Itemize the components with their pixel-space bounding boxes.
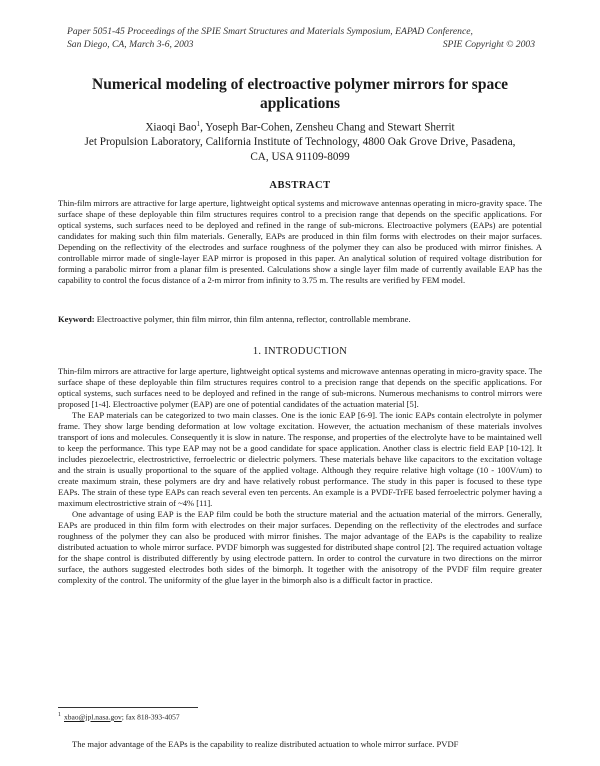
keywords-text: Electroactive polymer, thin film mirror, thin film antenna, reflector, controllable membrane.	[94, 314, 411, 324]
paper-title	[60, 75, 540, 113]
first-author: Xiaoqi Bao	[145, 121, 197, 134]
title-line-2: applications	[259, 95, 341, 112]
intro-paragraph-3: One advantage of using EAP is the EAP film could be both the structure material and the actuation material of the mirrors. Generally, EAPs are produced in thin film form with electrodes on their major surfaces. Depending on the reflectivity of the electrodes and surface roughness of the polymer they can also be produced with mirror finishes. The major advantage of the EAPs is the capability to realize distributed actuation to whole mirror surface. PVDF bimorph was suggested for distributed shape control [2]. The required actuation voltage for the shape control is distributed differently by using electrode pattern. In order to control the curvature in two directions on the mirror surface, the authors suggested electrodes both sides of the bimorph. It together with the anisotropy of the PVDF film require greater complexity of the control. The uniformity of the glue layer in the bimorph also is a difficult factor in practice.	[58, 509, 542, 585]
footnote	[58, 711, 358, 722]
affiliation-line-2: CA, USA 91109-8099	[250, 151, 350, 163]
footnote-mark: 1	[58, 712, 61, 718]
author-email-link[interactable]: xbao@jpl.nasa.gov	[64, 712, 122, 722]
proceedings-header	[67, 25, 535, 51]
abstract-heading: ABSTRACT	[269, 180, 331, 191]
footnote-fax: ; fax 818-393-4057	[121, 712, 180, 722]
introduction-body	[58, 366, 542, 586]
footnote-divider	[58, 707, 198, 708]
keywords	[58, 314, 542, 325]
abstract-body: Thin-film mirrors are attractive for large aperture, lightweight optical systems and microwave antennas operating in micro-gravity space. The surface shape of these deployable thin film structures requires control to a precision range that depends on the specific applications. For optical systems, such surfaces need to be deployed and refined in the range of sub-microns. Electroactive polymers (EAPs) are potential candidates for making such thin film materials. Generally, EAPs are produced in thin film forms with electrodes on their major surfaces. Depending on the reflectivity of the electrodes and surface roughness of the polymer they can also be produced with mirror finishes. A controllable mirror made of single-layer EAP mirror is proposed in this paper. An analytical solution of required voltage distribution for forming a parabolic mirror from a planar film is presented. Calculations show a single layer film made of currently available EAP has the capability to control the focus distance of a 2-m mirror from infinity to 3.75 m. The results are verified by FEM model.	[58, 198, 542, 285]
keywords-label: Keyword:	[58, 314, 95, 324]
title-line-1: Numerical modeling of electroactive polymer mirrors for space	[92, 76, 508, 93]
header-copyright: SPIE Copyright © 2003	[442, 39, 535, 50]
author-list	[60, 117, 540, 135]
intro-paragraph-1: Thin-film mirrors are attractive for large aperture, lightweight optical systems and microwave antennas operating in micro-gravity space. The surface shape of these deployable thin film structures requires control to a precision range that depends on the specific applications. For optical systems, such surfaces need to be deployed and refined in the range of sub-microns. Numerous mechanisms to control mirrors were proposed [1-4]. Electroactive polymer (EAP) are one of potential candidates of the actuation material [5].	[58, 366, 542, 409]
introduction-heading: 1. INTRODUCTION	[252, 346, 348, 357]
other-authors: , Yoseph Bar-Cohen, Zensheu Chang and Stewart Sherrit	[200, 121, 455, 134]
intro-paragraph-2: The EAP materials can be categorized to two main classes. One is the ionic EAP [6-9]. The ionic EAPs contain electrolyte in polymer frame. They show large bending deformation at low voltage excitation. However, the actuation mechanism of these materials involves transport of ions and molecules. Consequently it is slow in nature. The response, and properties of the electrolyte have to be maintained well to keep the performance. This type EAP may not be a good candidate for space application. Another class is electric field EAP [10-12]. It includes piezoelectric, electrostrictive, ferroelectric or dielectric polymers. These materials behave like capacitors to the excitation voltage and the strain is usually proportional to the square of the applied voltage. Although they require relative high voltage (10 - 100V/um) to create maximum strain, these polymers are dry and have relatively robust performance. The study in this paper is focused to these type EAPs. The strain of these type EAPs can reach several even ten percents. An example is a PVDF-TrFE based ferroelectric polymer having a maximum electrostrictive strain of ~4% [11].	[58, 410, 542, 508]
header-conference-location: San Diego, CA, March 3-6, 2003	[67, 39, 194, 50]
affiliation	[80, 135, 520, 165]
header-line-1: Paper 5051-45 Proceedings of the SPIE Smart Structures and Materials Symposium, EAPAD Conference,	[67, 26, 473, 37]
author-footnote-mark: 1	[196, 120, 201, 128]
intro-paragraph-4: The major advantage of the EAPs is the capability to realize distributed actuation to whole mirror surface. PVDF	[72, 739, 459, 749]
affiliation-line-1: Jet Propulsion Laboratory, California Institute of Technology, 4800 Oak Grove Drive, Pasadena,	[84, 136, 516, 148]
